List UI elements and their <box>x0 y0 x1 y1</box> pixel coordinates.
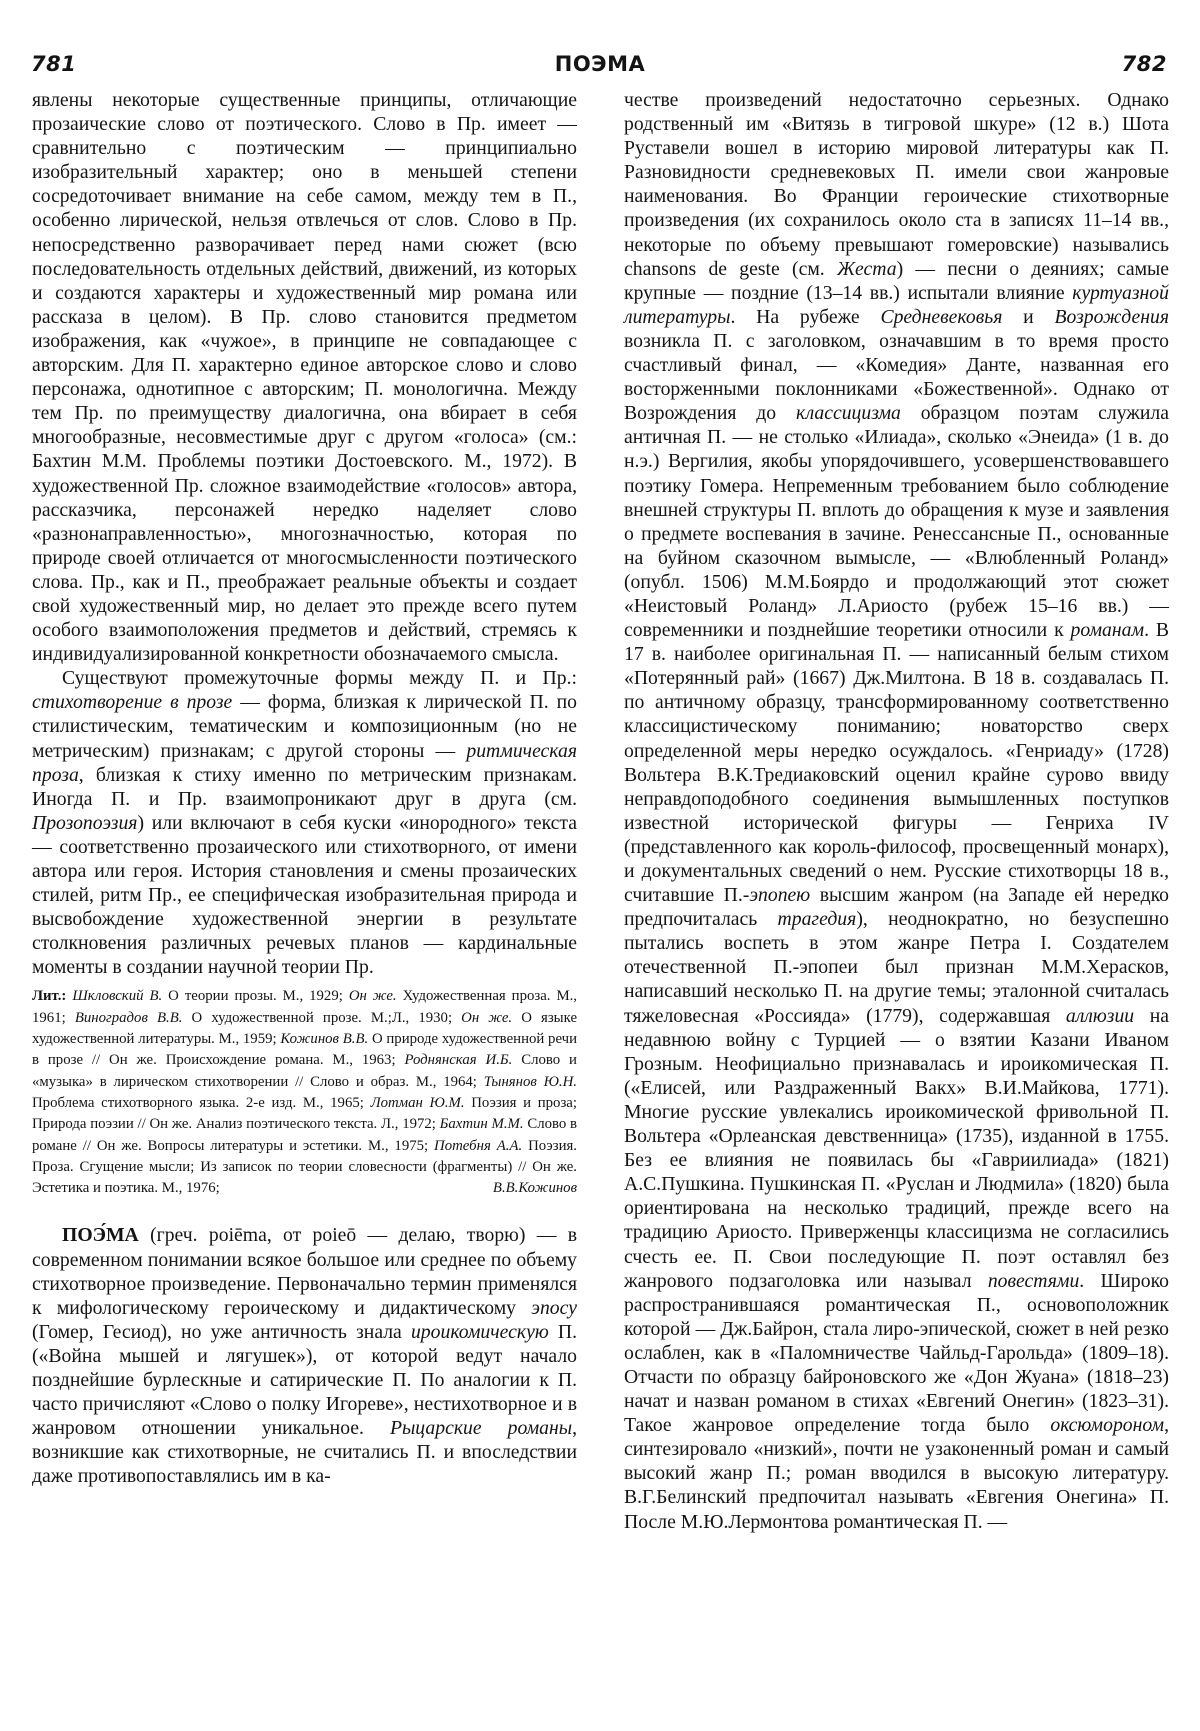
author-name: Он же. <box>461 1009 513 1026</box>
bibliography-block <box>32 986 577 1199</box>
author-name: Роднянская И.Б. <box>404 1052 513 1069</box>
text-run: , возникшие как стихотворные, не считались П. и впоследствии даже противопоставлялись им в ка- <box>32 1417 577 1488</box>
text-run: , синтезировало «низкий», почти не узаконенный роман и самый высокий жанр П.; роман вводился в высокую литературу. В.Г.Белинский предпочитал называть «Евгения Онегина» П. После М.Ю.Лермонтова романтическая П. — <box>624 1414 1169 1533</box>
cross-reference-link[interactable]: куртуазной литературы <box>624 281 1169 328</box>
page-number-left: 781 <box>31 52 77 76</box>
citation-text: Поэзия и проза; Природа поэзии // Он же. Анализ поэтического текста. Л., 1972; <box>32 1094 577 1133</box>
author-name: Шкловский В. <box>72 988 163 1005</box>
cross-reference-link[interactable]: трагедия <box>777 908 857 931</box>
author-name: Он же. <box>348 988 397 1005</box>
citation-text: Художественная проза. М., 1961; <box>32 988 577 1026</box>
cross-reference-link[interactable]: Средневековья <box>880 305 1003 328</box>
text-run: ) или включают в себя куски «инородного» текста — соответственно прозаического или стихотворного, от имени автора или героя. История становления и смены прозаических стилей, ритм Пр., ее специфическая изобразительная природа и высвобождение художественной энергии в результате столкновения различных речевых планов — кардинальные моменты в создании научной теории Пр. <box>32 811 577 979</box>
text-run: . На рубеже <box>730 305 881 328</box>
citation-text: О природе художественной речи в прозе // Он же. Происхождение романа. М., 1963; <box>32 1031 578 1069</box>
citation-text: Проблема стихотворного языка. 2-е изд. М., 1965; <box>32 1094 371 1111</box>
citation-text: О теории прозы. М., 1929; <box>162 988 349 1005</box>
author-name: Бахтин М.М. <box>439 1116 524 1133</box>
text-run: Существуют промежуточные формы между П. и Пр.: <box>62 667 577 690</box>
author-name: Лотман Ю.М. <box>370 1094 465 1111</box>
text-run: , близкая к стиху именно по метрическим признакам. Иногда П. и Пр. взаимопроникают друг в друга (см. <box>32 763 577 810</box>
text-run: на недавнюю войну с Турцией — о взятии Казани Иваном Грозным. Неофициально признавалась и ироикомическая П. («Елисей, или Раздраженный Вакх» В.И.Майкова, 1771). Многие русские увлекались ироикомической фривольной П. Вольтера «Орлеанская девственница» (1735), изданной в 1755. Без ее влияния не появилась бы «Гавриилиада» (1821) А.С.Пушкина. Пушкинская П. «Руслан и Людмила» (1820) была ориентирована на несколько традиций, прежде всего на традицию Ариосто. Приверженцы классицизма не согласились счесть ее. П. Свои последующие П. поэт оставлял без жанрового подзаголовка или называл <box>624 1004 1169 1292</box>
citation-text: О языке художественной литературы. М., 1959; <box>32 1009 578 1048</box>
text-run: . Широко распространившаяся романтическая П., основоположник которой — Дж.Байрон, стала лиро-эпической, сюжет в ней резко ослаблен, как в «Паломничестве Чайльд-Гарольда» (1809–18). Отчасти по образцу байроновского же «Дон Жуана» (1818–23) начат и назван романом в стихах «Евгений Онегин» (1823–31). Такое жанровое определение тогда было <box>624 1269 1169 1437</box>
bibliography-label: Лит.: <box>32 988 67 1005</box>
prose-paragraph-2 <box>32 666 577 979</box>
citation-text: Слово в романе // Он же. Вопросы литературы и эстетики. М., 1975; <box>32 1116 577 1154</box>
cross-reference-link[interactable]: оксюмороном <box>1050 1414 1165 1437</box>
author-name: Потебня А.А. <box>434 1137 523 1154</box>
entry-headword: ПОЭ́МА <box>62 1224 139 1247</box>
cross-reference-link[interactable]: Рыцарские романы <box>389 1417 573 1440</box>
right-column <box>624 88 1169 1534</box>
citation-text: Поэзия. Проза. Сгущение мысли; Из записок по теории словесности (фрагменты) // Он же. Эстетика и поэтика. М., 1976; <box>32 1137 577 1197</box>
entry-poema <box>32 1223 577 1488</box>
text-run: возникла П. с заголовком, означавшим в то время просто счастливый финал, — «Комедия» Данте, названная его восторженными поклонниками «Божественной». Однако от Возрождения до <box>624 329 1169 425</box>
author-name: Кожинов В.В. <box>280 1031 369 1048</box>
cross-reference-link[interactable]: эпосу <box>531 1296 577 1319</box>
text-run: — форма, близкая к лирической П. по стилистическим, тематическим и композиционным (но не метрическим) признакам; с другой стороны — <box>32 691 577 762</box>
author-name: Тынянов Ю.Н. <box>483 1073 578 1090</box>
cross-reference-link[interactable]: Прозопоэзия <box>32 811 138 834</box>
text-run: честве произведений недостаточно серьезных. Однако родственный им «Витязь в тигровой шкуре» (12 в.) Шота Руставели вошел в историю мировой литературы как П. Разновидности средневековых П. имели свои жанровые наименования. Во Франции героические стихотворные произведения (их сохранилось около ста в записях 11–14 вв., некоторые по объему превышают гомеровские) назывались chansons de geste (см. <box>624 89 1169 280</box>
text-run: (греч. poiēma, от poieō — делаю, творю) — в современном понимании всякое большое или среднее по объему стихотворное произведение. Первоначально термин применялся к мифологическому героическому и дидактическому <box>32 1224 577 1319</box>
text-run: ) — песни о деяниях; самые крупные — поздние (13–14 вв.) испытали влияние <box>624 257 1169 304</box>
citation-text: Слово и «музыка» в лирическом стихотворении // Слово и образ. М., 1964; <box>32 1052 577 1090</box>
text-run: ), неоднократно, но безуспешно пытались воспеть в этом жанре Петра I. Создателем отечественной П.-эпопеи был признан М.М.Херасков, написавший несколько П. на другие темы; эталонной считалась тяжеловесная «Россияда» (1779), содержавшая <box>624 908 1170 1027</box>
text-run: (Гомер, Гесиод), но уже античность знала <box>32 1320 411 1343</box>
cross-reference-link[interactable]: эпопею <box>749 884 811 907</box>
cross-reference-link[interactable]: Возрождения <box>1054 305 1169 328</box>
entry-poema-continued <box>624 88 1169 1534</box>
author-name: Виноградов В.В. <box>74 1009 183 1026</box>
text-run: . В 17 в. наиболее оригинальная П. — написанный белым стихом «Потерянный рай» (1667) Дж.Милтона. В 18 в. создавалась П. по античному образцу, трансформированному соответственно классицистическому пониманию; новаторство сверх определенной меры нередко осуждалось. «Генриаду» (1728) Вольтера В.К.Тредиаковский оценил крайне сурово ввиду неправдоподобного соединения вымышленных поступков известной исторической фигуры — Генриха IV (представленного как король-философ, просвещенный монарх), и документальных сведений о нем. Русские стихотворцы 18 в., считавшие П.- <box>624 619 1169 907</box>
citation-text: О художественной прозе. М.;Л., 1930; <box>182 1009 462 1026</box>
page-running-title: ПОЭМА <box>554 52 646 76</box>
cross-reference-link[interactable]: аллюзии <box>1065 1004 1135 1027</box>
cross-reference-link[interactable]: Жеста <box>837 257 897 280</box>
article-author-signature: В.В.Кожинов <box>492 1180 577 1197</box>
cross-reference-link[interactable]: стихотворение в прозе <box>32 691 233 714</box>
text-run: образцом поэтам служила античная П. — не столько «Илиада», сколько «Энеида» (1 в. до н.э.) Вергилия, якобы упорядочившего, усовершенствовавшего поэтику Гомера. Непременным требованием было соблюдение внешней структуры П. вплоть до обращения к музе и заявления о предмете воспевания в зачине. Ренессансные П., основанные на буйном сказочном вымысле, — «Влюбленный Роланд» (опубл. 1506) М.М.Боярдо и продолжающий этот сюжет «Неистовый Роланд» Л.Ариосто (рубеж 15–16 вв.) — современники и позднейшие теоретики относили к <box>624 402 1169 642</box>
text-run: высшим жанром (на Западе ей нередко предпочиталась <box>624 884 1170 931</box>
cross-reference-link[interactable]: повестями <box>987 1269 1080 1292</box>
text-run: и <box>1002 305 1055 328</box>
cross-reference-link[interactable]: ироикомическую <box>410 1320 549 1343</box>
cross-reference-link[interactable]: романам <box>1070 619 1145 642</box>
prose-paragraph-1: явлены некоторые существенные принципы, отличающие прозаические слово от поэтического. Слово в Пр. имеет — сравнительно с поэтическим — принципиально изобразительный характер; оно в меньшей степени сосредоточивает внимание на себе самом, между тем в П., особенно лирической, нельзя отвлечься от слов. Слово в Пр. непосредственно разворачивает перед нами сюжет (всю последовательность отдельных действий, движений, из которых и создаются характеры и художественный мир романа или рассказа в целом). В Пр. слово становится предметом изображения, как «чужое», в принципе не совпадающее с авторским. Для П. характерно единое авторское слово и слово персонажа, однотипное с авторским; П. монологична. Между тем Пр. по преимуществу диалогична, она вбирает в себя многообразные, несовместимые друг с другом «голоса» (см.: Бахтин М.М. Проблемы поэтики Достоевского. М., 1972). В художественной Пр. сложное взаимодействие «голосов» автора, рассказчика, персонажей нередко наделяет слово «разнонаправленностью», многозначностью, которая по природе своей отличается от многосмысленности поэтического слова. Пр., как и П., преображает реальные объекты и создает свой художественный мир, но делает это прежде всего путем особого взаимоположения предметов и действий, стремясь к индивидуализированной конкретности обозначаемого смысла. <box>32 89 577 666</box>
text-run: П. («Война мышей и лягушек»), от которой ведут начало позднейшие бурлескные и сатирические П. По аналогии к П. часто причисляют «Слово о полку Игореве», нестихотворное и в жанровом отношении уникальное. <box>32 1320 577 1440</box>
cross-reference-link[interactable]: ритмическая проза <box>32 739 577 786</box>
page-number-right: 782 <box>1121 52 1167 76</box>
cross-reference-link[interactable]: классицизма <box>795 402 901 425</box>
left-column <box>32 88 577 1488</box>
